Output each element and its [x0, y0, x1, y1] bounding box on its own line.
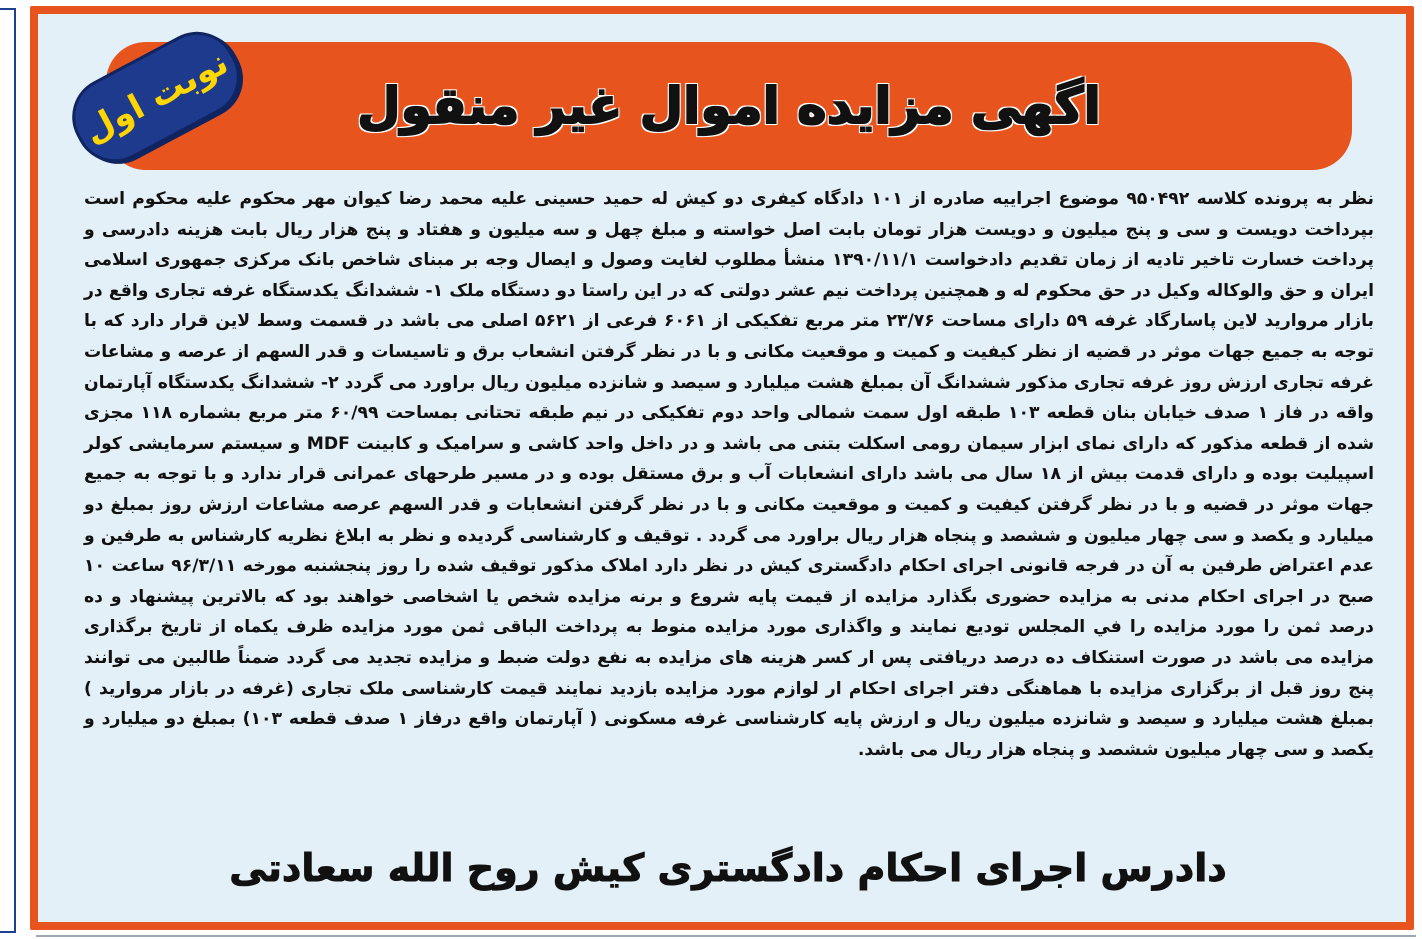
notice-title: اگهی مزایده اموال غیر منقول: [357, 77, 1101, 135]
badge-label: نوبت اول: [77, 42, 235, 152]
notice-signature: دادرس اجرای احکام دادگستری کیش روح الله سعادتی: [229, 846, 1227, 890]
title-banner: [106, 42, 1352, 170]
notice-frame: [30, 6, 1414, 930]
left-edge-strip: [0, 8, 16, 933]
bottom-divider: [36, 935, 1416, 937]
notice-body: نظر به پرونده کلاسه ۹۵۰۴۹۲ موضوع اجراییه صادره از ۱۰۱ دادگاه کیفری دو کیش له حمید حسینی علیه محمد رضا کیوان مهر محکوم علیه محکوم است بپرداخت دویست و سی و پنج میلیون و دویست هزار تومان بابت اصل خواسته و مبلغ چهل و سه میلیون و هفتاد و پنج هزار ریال بابت هزینه دادرسی و پرداخت خسارت تاخیر تادیه از زمان تقدیم دادخواست ۱۳۹۰/۱۱/۱ منشأ مطلوب لغایت وصول و ایصال وجه بر مبنای شاخص بانک مرکزی جمهوری اسلامی ایران و حق والوکاله وکیل در حق محکوم له و همچنین پرداخت نیم عشر دولتی که در این راستا دو دستگاه ملک ۱- ششدانگ یکدستگاه غرفه تجاری واقع در بازار مروارید لاین پاسارگاد غرفه ۵۹ دارای مساحت ۲۳/۷۶ متر مربع تفکیکی از ۶۰۶۱ فرعی از ۵۶۲۱ اصلی می باشد در قسمت وسط لاین قرار دارد که با توجه به جمیع جهات موثر در قضیه از نظر کیفیت و کمیت و موقعیت مکانی و با در نظر گرفتن انشعاب برق و تاسیسات و قدر السهم از عرصه و مشاعات غرفه تجاری ارزش روز غرفه تجاری مذکور ششدانگ آن بمبلغ هشت میلیارد و سیصد و شانزده میلیون ریال براورد می گردد ۲- ششدانگ یکدستگاه آپارتمان واقه در فاز ۱ صدف خیابان بنان قطعه ۱۰۳ طبقه اول سمت شمالی واحد دوم تفکیکی در نیم طبقه تحتانی بمساحت ۶۰/۹۹ متر مربع بشماره ۱۱۸ مجزی شده از قطعه مذکور که دارای نمای ابزار سیمان رومی اسکلت بتنی می باشد و در داخل واحد کاشی و سرامیک و کابینت MDF و سیستم سرمایشی کولر اسپیلیت بوده و دارای قدمت بیش از ۱۸ سال می باشد دارای انشعابات آب و برق مستقل بوده و در مسیر طرحهای عمرانی قرار ندارد و با توجه به جمیع جهات موثر در قضیه و با در نظر گرفتن کیفیت و کمیت و موقعیت مکانی و با در نظر گرفتن انشعابات و قدر السهم عرصه مشاعات ارزش روز بمبلغ دو میلیارد و یکصد و سی چهار میلیون و ششصد و پنجاه هزار ریال براورد می گردد . توقیف و کارشناسی گردیده و نظر به ابلاغ نظریه کارشناس به طرفین و عدم اعتراض طرفین به آن در فرجه قانونی اجرای احکام دادگستری کیش در نظر دارد املاک مذکور توقیف شده را روز پنجشنبه مورخه ۹۶/۳/۱۱ ساعت ۱۰ صبح در اجرای احکام مدنی به مزایده حضوری بگذارد مزایده از قیمت پایه شروع و برنه مزایده شخص یا اشخاصی خواهند بود که بالاترین پیشنهاد و ده درصد ثمن را مورد مزایده را في المجلس تودیع نمایند و واگذاری مورد مزایده منوط به پرداخت الباقی ثمن مورد مزایده ظرف یکماه از تاریخ برگذاری مزایده می باشد در صورت استنکاف ده درصد دریافتی پس ار کسر هزینه های مزایده به نفع دولت ضبط و مزایده تجدید می گردد ضمناً طالبین می توانند پنج روز قبل از برگزاری مزایده با هماهنگی دفتر اجرای احکام ار لوازم مورد مزایده بازدید نمایند قیمت کارشناسی ملک تجاری (غرفه در بازار مروارید ) بمبلغ هشت میلیارد و سیصد و شانزده میلیون ریال و ارزش پایه کارشناسی غرفه مسکونی ( آپارتمان واقع درفاز ۱ صدف قطعه ۱۰۳) بمبلغ دو میلیارد و یکصد و سی چهار میلیون ششصد و پنجاه هزار ریال می باشد.: [84, 189, 1375, 760]
notice-panel: [38, 14, 1406, 922]
